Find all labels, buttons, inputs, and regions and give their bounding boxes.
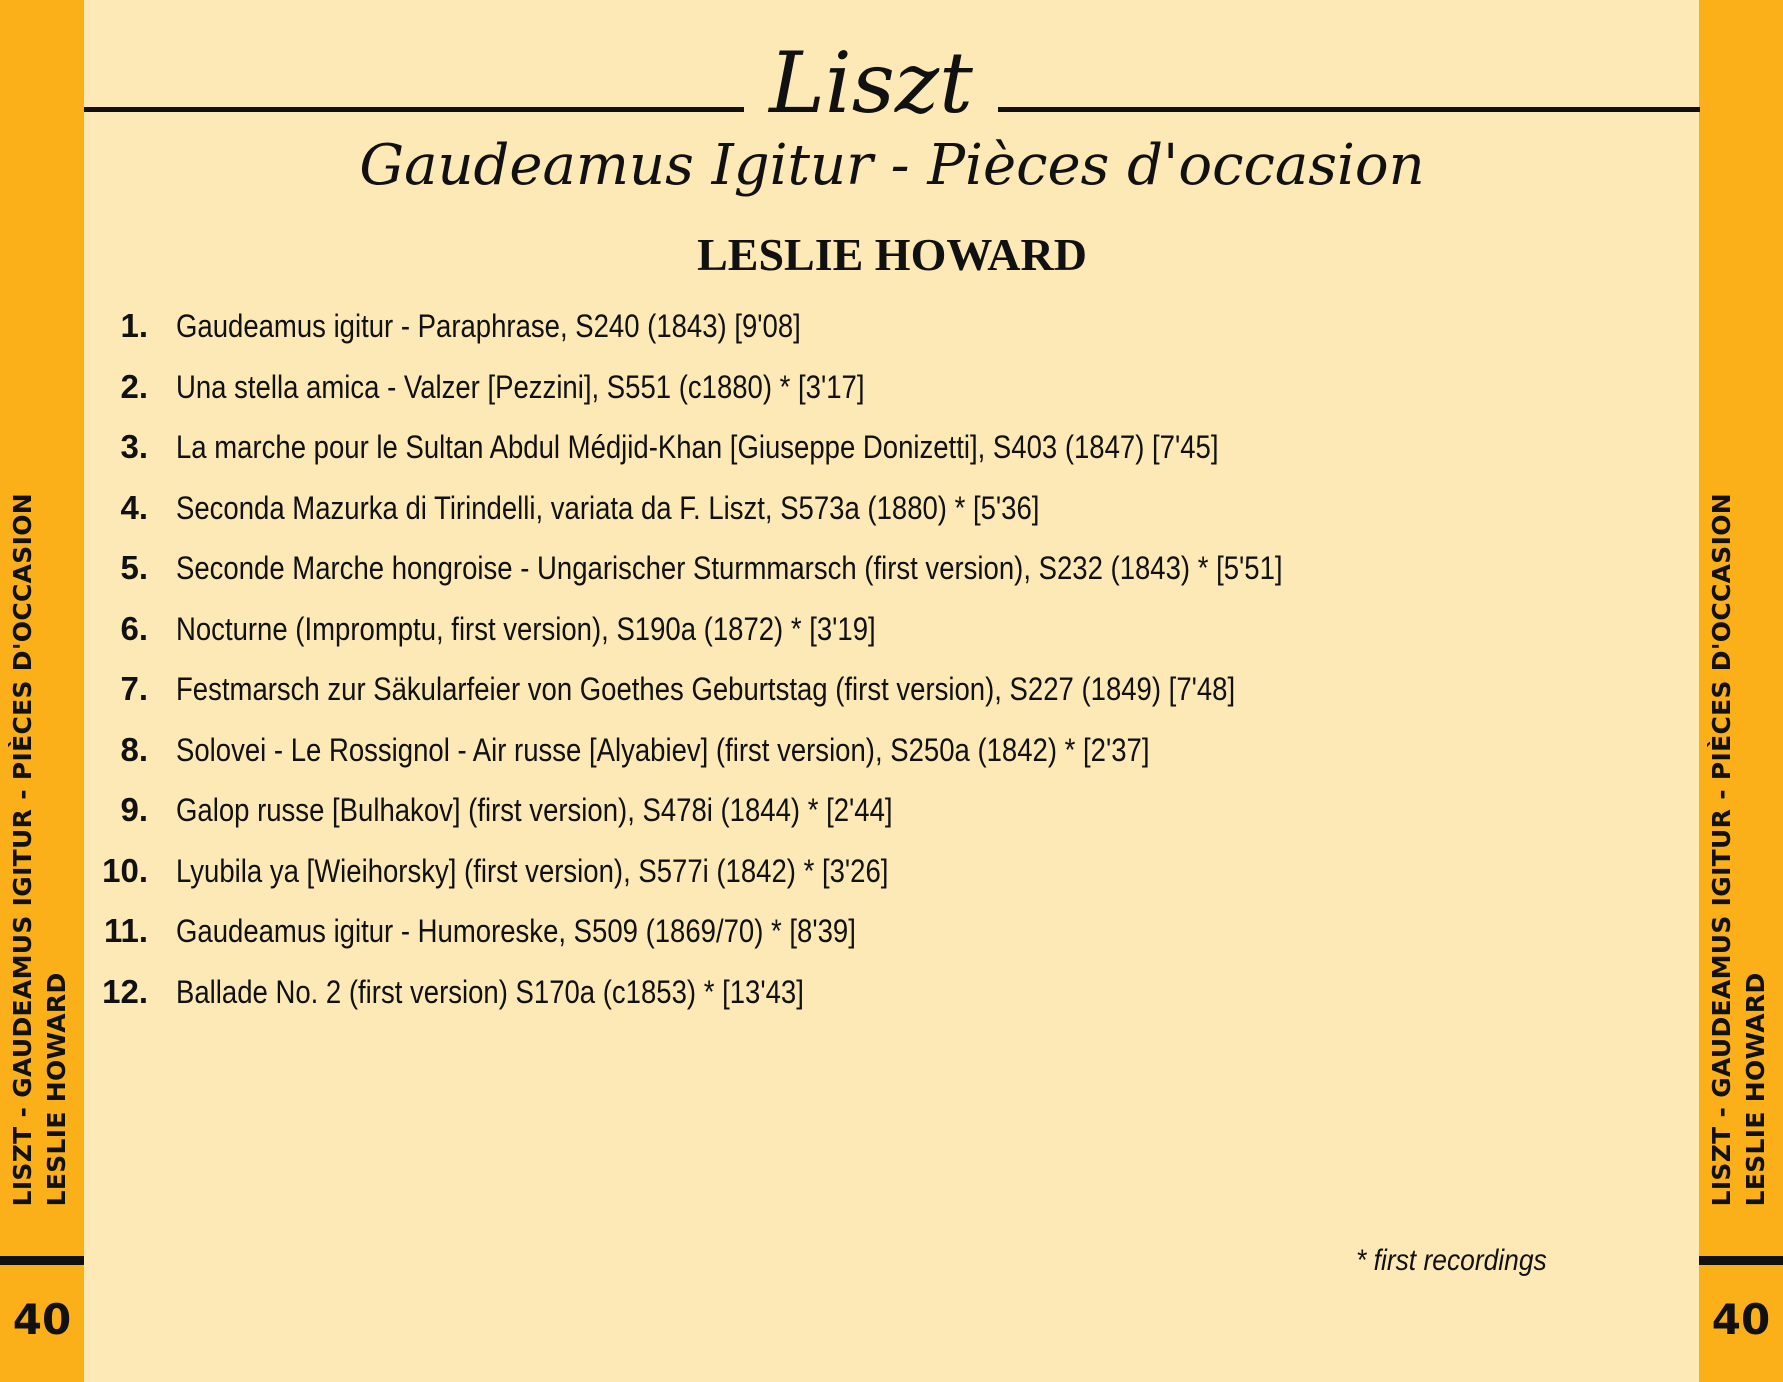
page-number-right: 40 xyxy=(1711,1295,1771,1344)
track-number: 3. xyxy=(120,428,148,465)
track-row xyxy=(0,901,1700,961)
album-title: Gaudeamus Igitur - Pièces d'occasion xyxy=(359,133,1425,198)
track-row xyxy=(0,417,1700,477)
track-row xyxy=(0,962,1700,1022)
composer-title: Liszt xyxy=(769,34,973,132)
track-title: Galop russe [Bulhakov] (first version), S478i (1844) * [2'44] xyxy=(176,791,893,828)
track-row xyxy=(0,780,1700,840)
track-row xyxy=(0,296,1700,356)
spine-title-left: LISZT - GAUDEAMUS IGITUR - PIÈCES D'OCCASION xyxy=(8,492,37,1206)
track-title: Lyubila ya [Wieihorsky] (first version), S577i (1842) * [3'26] xyxy=(176,852,889,889)
track-number: 11. xyxy=(103,912,148,949)
track-title: Solovei - Le Rossignol - Air russe [Alyabiev] (first version), S250a (1842) * [2'37] xyxy=(176,731,1150,768)
footnote-first-recordings: * first recordings xyxy=(1356,1244,1547,1277)
track-number: 6. xyxy=(120,610,148,647)
track-row xyxy=(0,478,1700,538)
spine-artist-right: LESLIE HOWARD xyxy=(1741,972,1770,1206)
track-number: 5. xyxy=(120,549,148,586)
page-number-left: 40 xyxy=(12,1295,72,1344)
track-title: Nocturne (Impromptu, first version), S190a (1872) * [3'19] xyxy=(176,610,876,647)
track-title: Una stella amica - Valzer [Pezzini], S551 (c1880) * [3'17] xyxy=(176,368,865,405)
track-number: 1. xyxy=(120,307,148,344)
track-row xyxy=(0,599,1700,659)
spine-title-right: LISZT - GAUDEAMUS IGITUR - PIÈCES D'OCCASION xyxy=(1707,492,1736,1206)
track-number: 10. xyxy=(102,852,148,889)
track-number: 12. xyxy=(102,973,148,1010)
artist-name: LESLIE HOWARD xyxy=(697,229,1087,280)
spine-divider-left xyxy=(0,1256,84,1265)
spine-divider-right xyxy=(1699,1256,1783,1265)
track-row xyxy=(0,659,1700,719)
track-number: 2. xyxy=(120,368,148,405)
track-number: 7. xyxy=(120,670,148,707)
right-spine xyxy=(1699,0,1783,1382)
track-row xyxy=(0,841,1700,901)
spine-text-right xyxy=(1705,493,1773,1206)
track-row xyxy=(0,357,1700,417)
track-number: 4. xyxy=(120,489,148,526)
track-number: 8. xyxy=(120,731,148,768)
track-title: Seconda Mazurka di Tirindelli, variata da F. Liszt, S573a (1880) * [5'36] xyxy=(176,489,1040,526)
track-title: Ballade No. 2 (first version) S170a (c1853) * [13'43] xyxy=(176,973,804,1010)
track-row xyxy=(0,720,1700,780)
title-rule-left xyxy=(84,107,744,112)
title-rule-right xyxy=(998,107,1700,112)
track-title: Gaudeamus igitur - Humoreske, S509 (1869/70) * [8'39] xyxy=(176,912,856,949)
track-row xyxy=(0,538,1700,598)
spine-artist-left: LESLIE HOWARD xyxy=(42,972,71,1206)
track-title: Festmarsch zur Säkularfeier von Goethes Geburtstag (first version), S227 (1849) [7'48] xyxy=(176,670,1236,707)
track-title: Seconde Marche hongroise - Ungarischer Sturmmarsch (first version), S232 (1843) * [5'51] xyxy=(176,549,1283,586)
track-title: La marche pour le Sultan Abdul Médjid-Khan [Giuseppe Donizetti], S403 (1847) [7'45] xyxy=(176,428,1219,465)
track-title: Gaudeamus igitur - Paraphrase, S240 (1843) [9'08] xyxy=(176,307,801,344)
track-number: 9. xyxy=(120,791,148,828)
